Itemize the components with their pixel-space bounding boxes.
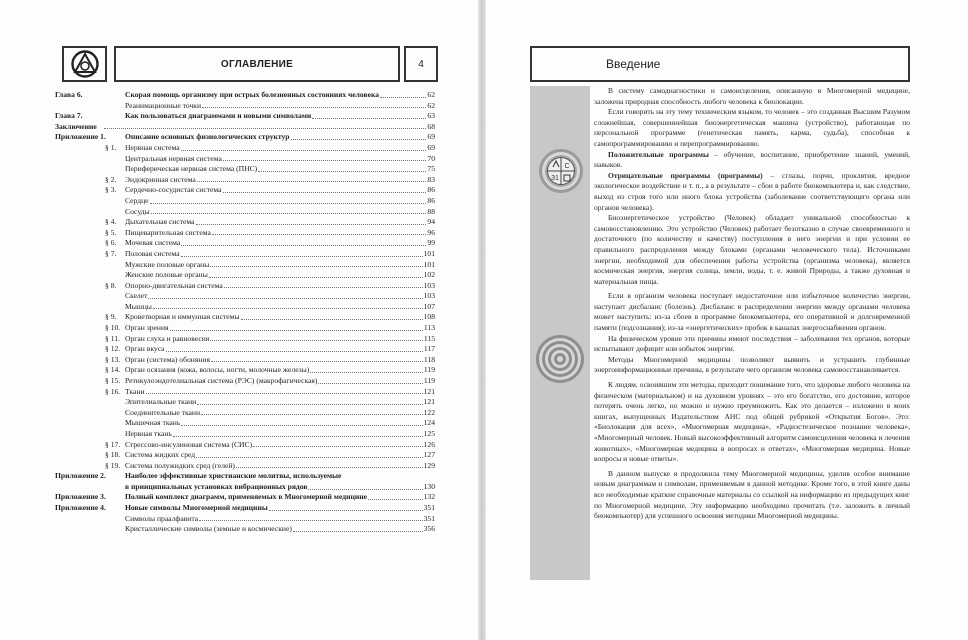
toc-entry-title: Ретикулоэндотелиальная система (РЭС) (макрофагическая) <box>125 376 318 386</box>
intro-title: Введение <box>606 57 661 71</box>
toc-entry-label: Приложение 2. <box>55 471 106 481</box>
intro-paragraph: В данном выпуске я продолжила тему Многомерной медицины, уделив особое внимание новым диаграммам и символам, применяемым в данной методике. Кроме того, в этой книге даны все необходимые краткие справочные материалы со ссылкой на информацию из предыдущих книг по Многомерной медицине. Эту информацию необходимо прочитать (т.е. заложить в личный биокомпьютер) для успешного освоения методики Многомерной медицины. <box>594 468 910 521</box>
intro-paragraph: На физическом уровне эти причины имеют последствия – заболевания тех органов, которые испытывают дефицит или избыток энергии. <box>594 333 910 354</box>
toc-entry-title: Новые символы Многомерной медицины <box>125 502 268 512</box>
toc-entry-title: Кроветворная и иммунная системы <box>125 312 240 322</box>
emblem-glyph-31: 31 <box>551 175 559 182</box>
toc-entry-label: § 8. <box>105 280 117 290</box>
intro-term: Отрицательные программы (программы) <box>608 170 763 180</box>
toc-entry-title: Нервная система <box>125 142 180 152</box>
toc-entry <box>55 164 435 175</box>
toc-entry <box>55 492 435 503</box>
toc-entry-page: 63 <box>427 111 435 121</box>
toc-entry-label: Глава 7. <box>55 111 83 121</box>
toc-entry-title: Мышечная ткань <box>125 418 181 428</box>
toc-entry-label: § 2. <box>105 174 117 184</box>
toc-entry-page: 125 <box>423 429 435 438</box>
toc-entry-page: 62 <box>427 100 435 110</box>
introduction-text <box>594 86 910 522</box>
toc-entry-label: Глава 6. <box>55 90 83 99</box>
toc-entry <box>55 440 435 451</box>
toc-entry <box>55 302 435 313</box>
toc-entry <box>55 355 435 366</box>
toc-entry-label: Приложение 4. <box>55 502 106 512</box>
toc-entry <box>55 154 435 165</box>
toc-entry <box>55 207 435 218</box>
toc-entry-title-line2: в принципиальных установках вибрационных рядов <box>125 481 308 491</box>
toc-entry-title: Наиболее эффективные христианские молитвы, используемые <box>125 471 342 481</box>
toc-entry-title: Скорая помощь организму при острых болезненных состояниях человека <box>125 90 380 99</box>
toc-entry-title: Эпителиальные ткани <box>125 397 197 407</box>
toc-entry <box>55 175 435 186</box>
concentric-circles-emblem-icon <box>535 334 585 384</box>
toc-entry-title: Система жидких сред <box>125 450 196 460</box>
gray-sidebar <box>530 86 590 580</box>
toc-entry-label: § 12. <box>105 344 121 354</box>
toc-entry-label: Приложение 1. <box>55 132 106 142</box>
intro-definition: – сглазы, порчи, проклятия, вредное экологическое воздействие и т. п., а в результате – сбои в работе биокомпьютера и, как следствие, выход из строя того или иного блока устройства (заболевание соответствующего органа или органов человека). <box>594 170 910 212</box>
toc-entry-page: 119 <box>423 376 435 386</box>
toc-entry-label: § 19. <box>105 460 121 470</box>
toc-entry-page: 101 <box>423 259 435 269</box>
table-of-contents <box>55 90 435 535</box>
toc-entry <box>55 397 435 408</box>
toc-entry-page: 68 <box>427 121 435 131</box>
toc-entry-title: Опорно-двигательная система <box>125 280 223 290</box>
intro-paragraph <box>594 171 910 213</box>
toc-entry <box>55 111 435 122</box>
toc-entry-page: 88 <box>427 206 435 216</box>
intro-paragraph: В систему самодиагностики и самоисцеления, описанную в Многомерной медицине, заложена природная способность любого человека к биолокации. <box>594 86 910 106</box>
toc-entry-page: 99 <box>427 238 435 248</box>
toc-entry-title: Нервная ткань <box>125 429 172 438</box>
toc-entry-title: Мужские половые органы <box>125 259 210 269</box>
toc-entry-page: 113 <box>423 323 435 333</box>
toc-entry <box>55 408 435 419</box>
intro-paragraph: Биоэнергетическое устройство (Человек) обладает уникальной способностью к самовосстановлению. Это устройство (Человек) работает безотказно в случае своевременного и достаточного (по количеству и качеству) поступления в него энергии и при условии ее правильного распределения между блоками (органами человеческого тела). Источниками энергии, необходимой для обеспечения работы устройства (организма человека), является космическая энергия, энергия солнца, земли, воды, т. е. живой Природы, а также духовная и материальная пища. <box>594 213 910 286</box>
toc-entry-title: Скелет <box>125 291 148 301</box>
toc-entry-label: § 11. <box>105 333 120 343</box>
toc-entry-title: Стрессово-инсулиновая система (СИС) <box>125 439 253 449</box>
toc-entry <box>55 90 435 101</box>
page-number: 4 <box>418 58 424 70</box>
toc-entry <box>55 514 435 525</box>
toc-entry-page: 101 <box>423 248 435 258</box>
toc-entry-page: 75 <box>427 164 435 174</box>
toc-entry-title: Символы праалфавита <box>125 513 199 523</box>
toc-entry <box>55 365 435 376</box>
toc-entry-page: 69 <box>427 142 435 152</box>
intro-paragraph <box>594 150 910 171</box>
toc-entry-page: 86 <box>427 185 435 195</box>
toc-entry-page: 126 <box>423 439 435 449</box>
intro-term: Положительные программы <box>608 149 709 159</box>
toc-entry <box>55 101 435 112</box>
toc-entry-page: 121 <box>423 397 435 407</box>
toc-entry-page: 70 <box>427 153 435 163</box>
toc-entry-label: § 1. <box>105 142 117 152</box>
toc-entry <box>55 429 435 440</box>
toc-entry-page: 107 <box>423 301 435 311</box>
toc-title: ОГЛАВЛЕНИЕ <box>220 58 294 70</box>
toc-entry <box>55 312 435 323</box>
toc-entry-label: § 15. <box>105 376 121 386</box>
intro-paragraph: К людям, освоившим эти методы, приходит понимание того, что здоровье любого человека на физическом (материальном) и на духовном уровнях – это его богатство, его достояние, которое потерять очень легко, но можно и нужно преумножить. Как это делается – изложено в моих книгах, выпущенных Издательством АНС под общей рубрикой «Открытия Богов». Это: «Биолокация для всех», «Многомерная медицина», «Радиэстезическое познание человека», «Многомерный человек. Новый высокоэффективный алгоритм самоисцеления человека и лечения животных», «Многомерная медицина в вопросах и ответах», «Многомерная медицина. Новые вопросы и новые ответы». <box>594 380 910 464</box>
toc-entry <box>55 122 435 133</box>
intro-paragraph: Если в организм человека поступает недостаточное или избыточное количество энергии, наступает дисбаланс (болезнь). Дисбаланс в распределении энергии между органами человека может наступить: из-за сбоев в программе биокомпьютера, его оперативной и долговременной памяти (подсознания); из-за «энергетических» пробок в каналах энергоснабжения органов. <box>594 291 910 333</box>
toc-entry-label: § 7. <box>105 248 117 258</box>
toc-entry-page: 122 <box>423 407 435 417</box>
toc-entry <box>55 185 435 196</box>
toc-entry <box>55 387 435 398</box>
toc-entry-page: 351 <box>423 502 435 512</box>
page-number-box <box>404 46 438 82</box>
toc-entry <box>55 281 435 292</box>
toc-entry-title: Кристаллические символы (земные и космические) <box>125 524 292 534</box>
toc-entry-title: Полный комплект диаграмм, применяемых в Многомерной медицине <box>125 492 367 502</box>
toc-entry-page: 124 <box>423 418 435 428</box>
toc-entry-title: Эндокринная система <box>125 174 196 184</box>
toc-entry-page: 117 <box>423 344 435 354</box>
toc-entry <box>55 238 435 249</box>
toc-entry-title: Половая система <box>125 248 180 258</box>
toc-entry-label: § 14. <box>105 365 121 375</box>
toc-entry-label: § 6. <box>105 238 117 248</box>
toc-entry-page: 121 <box>423 386 435 396</box>
toc-entry-page: 356 <box>423 524 435 534</box>
intro-title-box <box>530 46 910 82</box>
toc-entry-label: § 5. <box>105 227 117 237</box>
toc-entry-label: § 16. <box>105 386 121 396</box>
toc-entry <box>55 334 435 345</box>
toc-entry-title: Центральная нервная система <box>125 153 222 163</box>
toc-entry-page: 103 <box>423 280 435 290</box>
book-gutter <box>478 0 486 640</box>
toc-entry-title: Периферическая нервная система (ПНС) <box>125 164 258 174</box>
toc-entry-page: 108 <box>423 312 435 322</box>
toc-entry-label: § 17. <box>105 439 121 449</box>
toc-entry-page: 115 <box>423 333 435 343</box>
toc-entry-page: 102 <box>423 270 435 280</box>
toc-entry <box>55 143 435 154</box>
toc-entry-title: Дыхательная система <box>125 217 195 227</box>
toc-entry-title: Орган (система) обоняния <box>125 354 210 364</box>
toc-entry-page: 129 <box>423 460 435 470</box>
toc-entry <box>55 228 435 239</box>
toc-entry-title: Мышцы <box>125 301 152 311</box>
toc-entry <box>55 196 435 207</box>
toc-entry <box>55 450 435 461</box>
toc-entry <box>55 471 435 492</box>
toc-entry-title: Сосуды <box>125 206 150 216</box>
toc-entry-title: Сердце <box>125 195 149 205</box>
left-page <box>0 0 478 640</box>
toc-entry-label: Приложение 3. <box>55 492 106 502</box>
toc-entry-title: Система полужидких сред (гелей) <box>125 460 235 470</box>
toc-entry-page: 69 <box>427 132 435 142</box>
toc-entry-title: Реанимационные точки <box>125 100 202 110</box>
toc-entry-page: 62 <box>427 90 435 99</box>
toc-entry-page: 132 <box>423 492 435 502</box>
toc-entry <box>55 270 435 281</box>
toc-entry-page: 118 <box>423 354 435 364</box>
toc-entry-page: 86 <box>427 195 435 205</box>
toc-entry <box>55 461 435 472</box>
toc-entry-title: Пищеварительная система <box>125 227 211 237</box>
toc-entry-page: 119 <box>423 365 435 375</box>
toc-entry-title: Описание основных физиологических структур <box>125 132 290 142</box>
toc-entry-label: § 3. <box>105 185 117 195</box>
toc-entry <box>55 376 435 387</box>
intro-definition: – обучение, воспитание, приобретение знаний, умений, навыков. <box>594 149 910 170</box>
intro-paragraph: Методы Многомерной медицины позволяют выявить и устранить глубинные энергоинформационные причины, в результате чего организм человека самовосстанавливается. <box>594 354 910 375</box>
toc-entry <box>55 260 435 271</box>
toc-entry-page: 94 <box>427 217 435 227</box>
toc-entry-title: Сердечно-сосудистая система <box>125 185 222 195</box>
toc-entry-label: § 18. <box>105 450 121 460</box>
logo-box <box>62 46 107 82</box>
cross-circle-glyph-emblem-icon <box>538 148 584 194</box>
toc-entry-title: Орган зрения <box>125 323 169 333</box>
toc-entry <box>55 132 435 143</box>
toc-entry-label: § 4. <box>105 217 117 227</box>
toc-entry-page: 83 <box>427 174 435 184</box>
toc-entry-title: Как пользоваться диаграммами и новыми символами <box>125 111 312 121</box>
toc-entry-page: 130 <box>423 481 435 491</box>
toc-entry-page: 351 <box>423 513 435 523</box>
toc-entry <box>55 418 435 429</box>
intro-paragraph: Если говорить на эту тему техническим языком, то человек – это созданная Высшим Разумом сложнейшая, совершеннейшая биоэнергетическая машина (устройство), работающая по персональной программе (генетическая память, карма, судьба), способная к самопрограммированию и перепрограммированию. <box>594 107 910 148</box>
toc-entry-page: 127 <box>423 450 435 460</box>
toc-entry-label: § 10. <box>105 323 121 333</box>
toc-entry <box>55 291 435 302</box>
toc-entry-page: 96 <box>427 227 435 237</box>
toc-entry-title: Женские половые органы <box>125 270 208 280</box>
toc-entry-title: Мочевая система <box>125 238 181 248</box>
toc-entry-title: Орган вкуса <box>125 344 165 354</box>
toc-entry-title: Соединительные ткани <box>125 407 201 417</box>
toc-entry-title: Ткани <box>125 386 145 396</box>
toc-entry-title: Орган слуха и равновесия <box>125 333 210 343</box>
toc-entry-title: Орган осязания (кожа, волосы, ногти, молочные железы) <box>125 365 310 375</box>
toc-entry <box>55 217 435 228</box>
toc-entry-label: Заключение <box>55 121 97 131</box>
toc-entry <box>55 249 435 260</box>
toc-title-box <box>114 46 400 82</box>
toc-entry <box>55 344 435 355</box>
toc-entry-label: § 13. <box>105 354 121 364</box>
emblem-glyph-c: С <box>564 163 570 170</box>
toc-entry <box>55 524 435 535</box>
toc-entry-page: 103 <box>423 291 435 301</box>
triangle-circle-emblem-icon <box>69 49 101 79</box>
toc-entry <box>55 323 435 334</box>
toc-entry <box>55 503 435 514</box>
toc-entry-label: § 9. <box>105 312 117 322</box>
